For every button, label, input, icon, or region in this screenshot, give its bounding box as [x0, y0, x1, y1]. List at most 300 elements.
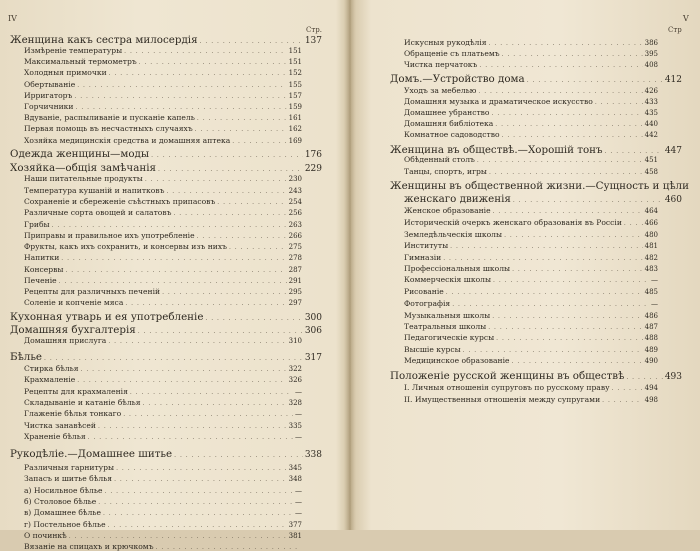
toc-entry-sub [404, 383, 658, 392]
toc-entry-title: Обѣденный столъ [404, 155, 475, 164]
toc-page-number: 335 [288, 422, 302, 430]
toc-page-number: — [651, 276, 658, 284]
toc-entry-title: Высшіе курсы [404, 345, 461, 354]
toc-page-number: 297 [288, 299, 302, 307]
toc-page-number: 480 [644, 231, 658, 239]
toc-entry-title: Измѣреніе температуры [24, 46, 123, 55]
toc-entry-title: Вдуваніе, распыливаніе и пусканіе капель [24, 113, 195, 122]
toc-entry-title: Консервы [24, 265, 64, 274]
toc-entry-sub [24, 113, 302, 122]
toc-entry-title: Домашняя прислуга [24, 336, 107, 345]
toc-page-number: 295 [288, 288, 302, 296]
toc-page-number: 493 [664, 372, 682, 382]
toc-entry-main [390, 73, 682, 85]
dot-leader [493, 277, 649, 284]
toc-entry-title: Педагогическіе курсы [404, 333, 495, 342]
toc-entry-title: a) Носильное бѣлье [24, 486, 103, 495]
dot-leader [200, 38, 303, 45]
toc-entry-sub [404, 333, 658, 342]
toc-entry-sub [404, 119, 658, 128]
toc-page-number: 287 [288, 266, 302, 274]
dot-leader [489, 169, 643, 176]
dot-leader [512, 266, 643, 273]
toc-entry-sub [24, 102, 302, 111]
dot-leader [443, 255, 642, 262]
dot-leader [76, 104, 287, 111]
toc-entry-sub [24, 68, 302, 77]
toc-page-number: 485 [644, 288, 658, 296]
dot-leader [527, 77, 663, 84]
toc-entry-title: Храненіе бѣлья [24, 432, 86, 441]
toc-page-number: 328 [288, 399, 302, 407]
toc-entry-title: Женское образованіе [404, 206, 491, 215]
toc-page-number: 266 [288, 232, 302, 240]
toc-entry-sub [24, 197, 302, 206]
left-page [0, 0, 348, 551]
toc-page-number: — [651, 300, 658, 308]
toc-entry-title: Домашнее убранство [404, 108, 490, 117]
toc-entry-sub [404, 38, 658, 47]
dot-leader [145, 176, 287, 183]
toc-entry-main [10, 311, 322, 323]
dot-leader [626, 374, 662, 381]
dot-leader [232, 138, 286, 145]
toc-entry-sub [24, 253, 302, 262]
toc-entry-title: г) Постельное бѣлье [24, 520, 106, 529]
toc-entry-title: Уходъ за мебелью [404, 86, 477, 95]
toc-page-number: 176 [304, 150, 322, 160]
toc-page-number: 338 [304, 450, 322, 460]
toc-entry-title: Горчичники [24, 102, 74, 111]
toc-entry-sub [404, 206, 658, 215]
dot-leader [450, 243, 643, 250]
toc-entry-title: Напитки [24, 253, 60, 262]
toc-entry-title: Различные сорта овощей и салатовъ [24, 208, 172, 217]
toc-entry-sub [24, 375, 302, 384]
right-page [352, 0, 700, 530]
toc-entry-title: Соленіе и копченіе мяса [24, 298, 124, 307]
toc-entry-sub [24, 220, 302, 229]
toc-entry-sub [24, 542, 302, 551]
toc-entry-sub [24, 186, 302, 195]
toc-page-number: 451 [644, 156, 658, 164]
toc-page-number: 263 [288, 221, 302, 229]
toc-entry-sub [404, 275, 658, 284]
toc-entry-sub [24, 387, 302, 396]
dot-leader [74, 93, 286, 100]
toc-page-number: 377 [288, 521, 302, 529]
toc-entry-sub [24, 409, 302, 418]
toc-page-number: 157 [288, 92, 302, 100]
dot-leader [502, 51, 643, 58]
toc-entry-sub [24, 231, 302, 240]
dot-leader [116, 465, 287, 472]
toc-entry-title: Рисованіе [404, 287, 444, 296]
dot-leader [217, 199, 286, 206]
toc-page-number: 440 [644, 120, 658, 128]
toc-entry-title: Профессіональныя школы [404, 264, 511, 273]
dot-leader [88, 434, 293, 441]
toc-entry-title: Хозяйка—общія замѣчанія [10, 162, 156, 174]
toc-entry-sub [24, 336, 302, 345]
toc-page-number: 275 [288, 243, 302, 251]
toc-entry-title: Вязаніе на спицахъ и крючкомъ [24, 542, 154, 551]
toc-entry-title: Грибы [24, 220, 50, 229]
dot-leader [158, 166, 303, 173]
toc-page-number: 345 [288, 464, 302, 472]
toc-entry-sub [24, 80, 302, 89]
toc-page-number: 408 [644, 61, 658, 69]
toc-entry-title: Стирка бѣлья [24, 364, 79, 373]
dot-leader [69, 533, 287, 540]
dot-leader [65, 267, 286, 274]
toc-page-number: 151 [288, 47, 302, 55]
dot-leader [143, 400, 287, 407]
toc-entry-sub [404, 322, 658, 331]
dot-leader [173, 210, 286, 217]
page-column-header: Стр. [306, 26, 322, 34]
toc-page-number: 464 [644, 207, 658, 215]
toc-page-number: 159 [288, 103, 302, 111]
toc-entry-title: Историческій очеркъ женскаго образованія въ Россіи [404, 218, 622, 227]
toc-entry-main [10, 351, 322, 363]
toc-entry-title: Гимназіи [404, 253, 442, 262]
toc-entry-title: Медицинское образованіе [404, 356, 510, 365]
toc-entry-sub [24, 497, 302, 506]
dot-leader [130, 389, 293, 396]
dot-leader [477, 157, 643, 164]
toc-page-number: 326 [288, 376, 302, 384]
dot-leader [114, 476, 287, 483]
toc-entry-title: Обертываніе [24, 80, 76, 89]
dot-leader [205, 315, 302, 322]
dot-leader [109, 70, 287, 77]
dot-leader [81, 366, 287, 373]
toc-entry-sub [404, 311, 658, 320]
toc-entry-main [10, 34, 322, 46]
toc-entry-title: Домашняя библіотека [404, 119, 494, 128]
dot-leader [229, 244, 287, 251]
toc-entry-sub [404, 155, 658, 164]
toc-entry-title: Чистка занавѣсей [24, 421, 96, 430]
toc-entry-sub [24, 46, 302, 55]
toc-page-number: 466 [644, 219, 658, 227]
toc-entry-title: Глаженіе бѣлья тонкаго [24, 409, 122, 418]
dot-leader [61, 255, 286, 262]
toc-entry-title: Различныя гарнитуры [24, 463, 115, 472]
toc-entry-sub [404, 86, 658, 95]
toc-entry-sub [404, 241, 658, 250]
toc-page-number: — [295, 388, 302, 396]
dot-leader [138, 328, 303, 335]
toc-page-number: 348 [288, 475, 302, 483]
toc-entry-title: Женщина въ обществѣ.—Хорошій тонъ [390, 144, 603, 156]
toc-page-number: 152 [288, 69, 302, 77]
dot-leader [479, 62, 642, 69]
dot-leader [197, 115, 287, 122]
toc-page-number: 386 [644, 39, 658, 47]
toc-entry-title: Женщина какъ сестра милосердія [10, 34, 198, 46]
toc-page-number: 442 [644, 131, 658, 139]
toc-entry-sub [404, 253, 658, 262]
toc-entry-title: Обращеніе съ платьемъ [404, 49, 500, 58]
toc-entry-sub [24, 531, 302, 540]
page-column-header: Стр [668, 26, 682, 34]
toc-entry-sub [24, 276, 302, 285]
dot-leader [492, 313, 642, 320]
page-number: V [683, 14, 689, 23]
toc-entry-main [404, 193, 682, 205]
dot-leader [77, 377, 286, 384]
dot-leader [103, 510, 293, 517]
toc-entry-title: Первая помощь въ несчастныхъ случаяхъ [24, 124, 193, 133]
dot-leader [595, 99, 643, 106]
toc-page-number: 458 [644, 168, 658, 176]
toc-entry-main [390, 370, 682, 382]
toc-entry-title: Хозяйка медицинскія средства и домашняя аптека [24, 136, 231, 145]
dot-leader [52, 222, 287, 229]
toc-entry-sub [24, 208, 302, 217]
dot-leader [512, 358, 643, 365]
toc-entry-title: Искусныя рукодѣлія [404, 38, 487, 47]
dot-leader [488, 324, 642, 331]
toc-page-number: 483 [644, 265, 658, 273]
toc-entry-sub [24, 287, 302, 296]
dot-leader [156, 544, 300, 551]
toc-page-number: 494 [644, 384, 658, 392]
toc-page-number: 169 [288, 137, 302, 145]
dot-leader [151, 152, 303, 159]
toc-entry-title: Фотографія [404, 299, 451, 308]
dot-leader [504, 232, 643, 239]
toc-entry-title: Музыкальныя школы [404, 311, 491, 320]
dot-leader [124, 48, 287, 55]
dot-leader [59, 278, 287, 285]
toc-entry-sub [404, 218, 658, 227]
dot-leader [605, 148, 663, 155]
toc-entry-title: Сохраненіе и сбереженіе съѣстныхъ припасовъ [24, 197, 216, 206]
toc-page-number: 306 [304, 326, 322, 336]
toc-entry-sub [24, 463, 302, 472]
toc-entry-sub [404, 287, 658, 296]
toc-entry-title: в) Домашнее бѣлье [24, 508, 101, 517]
toc-entry-title: Запасъ и шитье бѣлья [24, 474, 113, 483]
dot-leader [452, 301, 649, 308]
toc-page-number: 412 [664, 75, 682, 85]
dot-leader [123, 411, 293, 418]
toc-entry-sub [404, 395, 658, 404]
toc-page-number: 482 [644, 254, 658, 262]
toc-page-number: — [295, 410, 302, 418]
toc-page-number: 162 [288, 125, 302, 133]
toc-page-number: 435 [644, 109, 658, 117]
toc-page-number: 433 [644, 98, 658, 106]
toc-entry-title: Рецепты для крахмаленія [24, 387, 128, 396]
toc-page-number: 291 [288, 277, 302, 285]
toc-entry-title: Складываніе и катаніе бѣлья [24, 398, 141, 407]
toc-page-number: 229 [304, 164, 322, 174]
toc-page-number: 137 [304, 36, 322, 46]
dot-leader [98, 423, 287, 430]
dot-leader [108, 522, 287, 529]
toc-entry-sub [404, 356, 658, 365]
toc-entry-title: Коммерческія школы [404, 275, 492, 284]
toc-entry-sub [24, 364, 302, 373]
toc-entry-title: Холодныя примочки [24, 68, 107, 77]
dot-leader [624, 220, 643, 227]
toc-entry-sub [24, 508, 302, 517]
dot-leader [125, 300, 286, 307]
toc-page-number: 460 [664, 195, 682, 205]
toc-entry-title: Институты [404, 241, 449, 250]
toc-page-number: 447 [664, 146, 682, 156]
toc-page-number: 322 [288, 365, 302, 373]
toc-entry-sub [24, 486, 302, 495]
toc-page-number: 243 [288, 187, 302, 195]
dot-leader [492, 110, 643, 117]
toc-entry-main [10, 162, 322, 174]
toc-entry-sub [24, 520, 302, 529]
toc-entry-title: Рукодѣліе.—Домашнее шитье [10, 448, 173, 460]
toc-page-number: 256 [288, 209, 302, 217]
dot-leader [174, 452, 303, 459]
toc-page-number: — [295, 433, 302, 441]
toc-entry-title: II. Имущественныя отношенія между супругами [404, 395, 601, 404]
dot-leader [513, 197, 663, 204]
toc-entry-sub [404, 167, 658, 176]
toc-page-number: — [295, 487, 302, 495]
toc-page-number: 230 [288, 175, 302, 183]
toc-page-number: 278 [288, 254, 302, 262]
toc-entry-title: Печеніе [24, 276, 57, 285]
toc-entry-title: Домашняя бухгалтерія [10, 324, 136, 336]
toc-entry-title: О починкѣ [24, 531, 67, 540]
toc-entry-sub [404, 108, 658, 117]
dot-leader [98, 499, 293, 506]
toc-entry-sub [24, 136, 302, 145]
toc-entry-main [10, 148, 322, 160]
toc-page-number: 426 [644, 87, 658, 95]
toc-page-number: 151 [288, 58, 302, 66]
dot-leader [139, 59, 287, 66]
dot-leader [197, 233, 287, 240]
toc-entry-sub [24, 57, 302, 66]
toc-entry-title: Театральныя школы [404, 322, 487, 331]
toc-page-number: 395 [644, 50, 658, 58]
dot-leader [612, 385, 643, 392]
toc-page-number: 489 [644, 346, 658, 354]
dot-leader [105, 488, 293, 495]
dot-leader [108, 338, 286, 345]
toc-entry-title: Земледѣльческія школы [404, 230, 503, 239]
toc-entry-title: Кухонная утварь и ея употребленіе [10, 311, 204, 323]
toc-page-number: 488 [644, 334, 658, 342]
toc-entry-sub [24, 432, 302, 441]
toc-page-number: 317 [304, 353, 322, 363]
toc-page-number: 161 [288, 114, 302, 122]
toc-entry-sub [24, 124, 302, 133]
toc-page-number: 254 [288, 198, 302, 206]
toc-entry-title: Положеніе русской женщины въ обществѣ [390, 370, 625, 382]
toc-entry-title: Крахмаленіе [24, 375, 76, 384]
toc-page-number: 155 [288, 81, 302, 89]
toc-entry-sub [24, 174, 302, 183]
toc-page-number: 490 [644, 357, 658, 365]
toc-entry-sub [24, 398, 302, 407]
dot-leader [496, 335, 642, 342]
toc-entry-title: Приправы и правильное ихъ употребленіе [24, 231, 195, 240]
toc-page-number: 498 [644, 396, 658, 404]
toc-page-number: — [295, 509, 302, 517]
toc-entry-sub [404, 130, 658, 139]
toc-entry-title: Женщины въ общественной жизни.—Сущность и цѣли [390, 180, 689, 192]
toc-entry-sub [404, 299, 658, 308]
toc-entry-title: женскаго движенія [404, 193, 511, 205]
dot-leader [495, 121, 642, 128]
toc-entry-title: Бѣлье [10, 351, 43, 363]
toc-entry-sub [404, 230, 658, 239]
toc-entry-sub [404, 345, 658, 354]
toc-entry-title: Максимальный термометръ [24, 57, 137, 66]
toc-entry-title: Чистка перчатокъ [404, 60, 478, 69]
toc-entry-sub [404, 264, 658, 273]
toc-entry-title: Танцы, спортъ, игры [404, 167, 487, 176]
dot-leader [502, 132, 643, 139]
toc-page-number: 481 [644, 242, 658, 250]
toc-entry-title: Домъ.—Устройство дома [390, 73, 525, 85]
toc-entry-title: Температура кушаній и напитковъ [24, 186, 165, 195]
dot-leader [489, 40, 643, 47]
toc-entry-main [390, 180, 689, 192]
dot-leader [463, 347, 643, 354]
toc-page-number: 381 [288, 532, 302, 540]
toc-entry-sub [24, 474, 302, 483]
toc-entry-title: Комнатное садоводство [404, 130, 500, 139]
toc-entry-sub [404, 49, 658, 58]
toc-entry-sub [24, 242, 302, 251]
toc-entry-title: б) Столовое бѣлье [24, 497, 97, 506]
dot-leader [44, 355, 303, 362]
toc-entry-title: Рецепты для различныхъ печеній [24, 287, 161, 296]
toc-entry-title: Фрукты, какъ ихъ сохранить, и консервы изъ нихъ [24, 242, 227, 251]
toc-entry-title: Ирригаторъ [24, 91, 73, 100]
toc-entry-main [10, 448, 322, 460]
toc-entry-sub [404, 60, 658, 69]
toc-page-number: 310 [288, 337, 302, 345]
toc-entry-sub [24, 265, 302, 274]
page-number: IV [8, 14, 17, 23]
toc-entry-sub [24, 298, 302, 307]
toc-page-number: 486 [644, 312, 658, 320]
toc-entry-sub [404, 97, 658, 106]
toc-entry-title: Наши питательные продукты [24, 174, 143, 183]
toc-page-number: 487 [644, 323, 658, 331]
toc-entry-sub [24, 91, 302, 100]
dot-leader [493, 208, 643, 215]
toc-page-number: 300 [304, 313, 322, 323]
dot-leader [195, 126, 287, 133]
dot-leader [602, 397, 642, 404]
dot-leader [446, 289, 643, 296]
dot-leader [478, 88, 642, 95]
dot-leader [166, 188, 286, 195]
toc-entry-sub [24, 421, 302, 430]
dot-leader [162, 289, 287, 296]
dot-leader [77, 82, 286, 89]
toc-entry-title: I. Личныя отношенія супруговъ по русскому праву [404, 383, 610, 392]
toc-page-number: — [295, 498, 302, 506]
toc-entry-title: Домашняя музыка и драматическое искусство [404, 97, 593, 106]
